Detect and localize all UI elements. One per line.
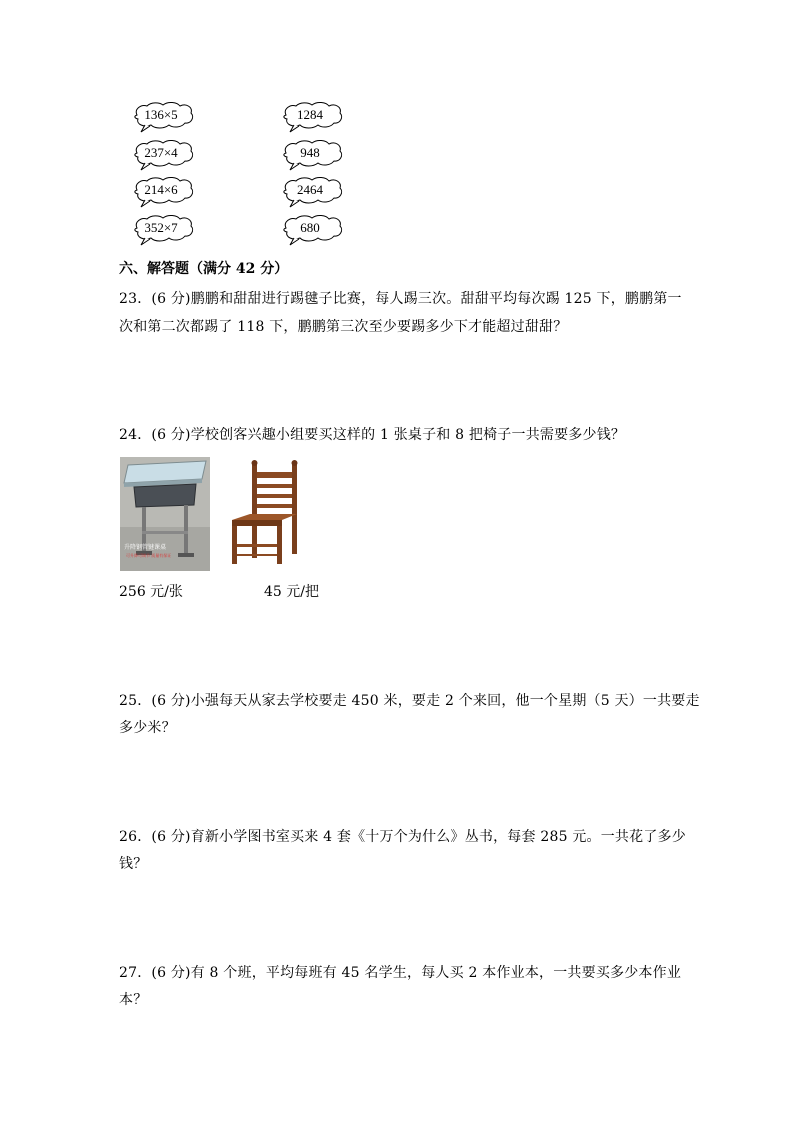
desk-caption-small: 可升降可调节 质量有保证	[126, 553, 172, 558]
answer-bubble[interactable]	[280, 214, 350, 246]
question-24-line-1: 24．(6 分)学校创客兴趣小组要买这样的 1 张桌子和 8 把椅子一共需要多少钱？	[119, 427, 626, 443]
question-23-line-2: 次和第二次都踢了 118 下，鹏鹏第三次至少要踢多少下才能超过甜甜？	[119, 319, 568, 335]
chair-image	[222, 460, 302, 570]
answer-bubble[interactable]	[280, 139, 350, 171]
section-title: 六、解答题（满分 42 分）	[119, 261, 289, 277]
expression-bubble[interactable]	[131, 101, 201, 133]
answer-text: 1284	[297, 107, 323, 122]
expression-text: 136×5	[144, 107, 178, 122]
answer-bubble[interactable]	[280, 101, 350, 133]
desk-price: 256 元/张	[119, 584, 183, 600]
expression-text: 352×7	[144, 220, 178, 235]
question-27-line-1: 27．(6 分)有 8 个班，平均每班有 45 名学生，每人买 2 本作业本，一共要买多少本作业	[119, 965, 682, 981]
desk-image	[120, 457, 210, 571]
chair-price: 45 元/把	[264, 584, 319, 600]
question-26-line-2: 钱？	[119, 856, 148, 872]
question-25-line-1: 25．(6 分)小强每天从家去学校要走 450 米，要走 2 个来回，他一个星期（5 天）一共要走	[119, 693, 700, 709]
expression-bubble[interactable]	[131, 139, 201, 171]
expression-bubble[interactable]	[131, 176, 201, 208]
answer-bubble[interactable]	[280, 176, 350, 208]
question-26-line-1: 26．(6 分)育新小学图书室买来 4 套《十万个为什么》丛书，每套 285 元。一共花了多少	[119, 829, 686, 845]
expression-text: 237×4	[144, 145, 178, 160]
answer-text: 680	[300, 220, 320, 235]
expression-bubble[interactable]	[131, 214, 201, 246]
desk-caption: 升降钢管键课桌	[124, 544, 167, 551]
expression-text: 214×6	[144, 182, 178, 197]
answer-text: 948	[300, 145, 320, 160]
question-23-line-1: 23．(6 分)鹏鹏和甜甜进行踢毽子比赛，每人踢三次。甜甜平均每次踢 125 下，鹏鹏第一	[119, 291, 682, 307]
answer-text: 2464	[297, 182, 323, 197]
question-25-line-2: 多少米？	[119, 720, 176, 736]
question-27-line-2: 本？	[119, 992, 148, 1008]
